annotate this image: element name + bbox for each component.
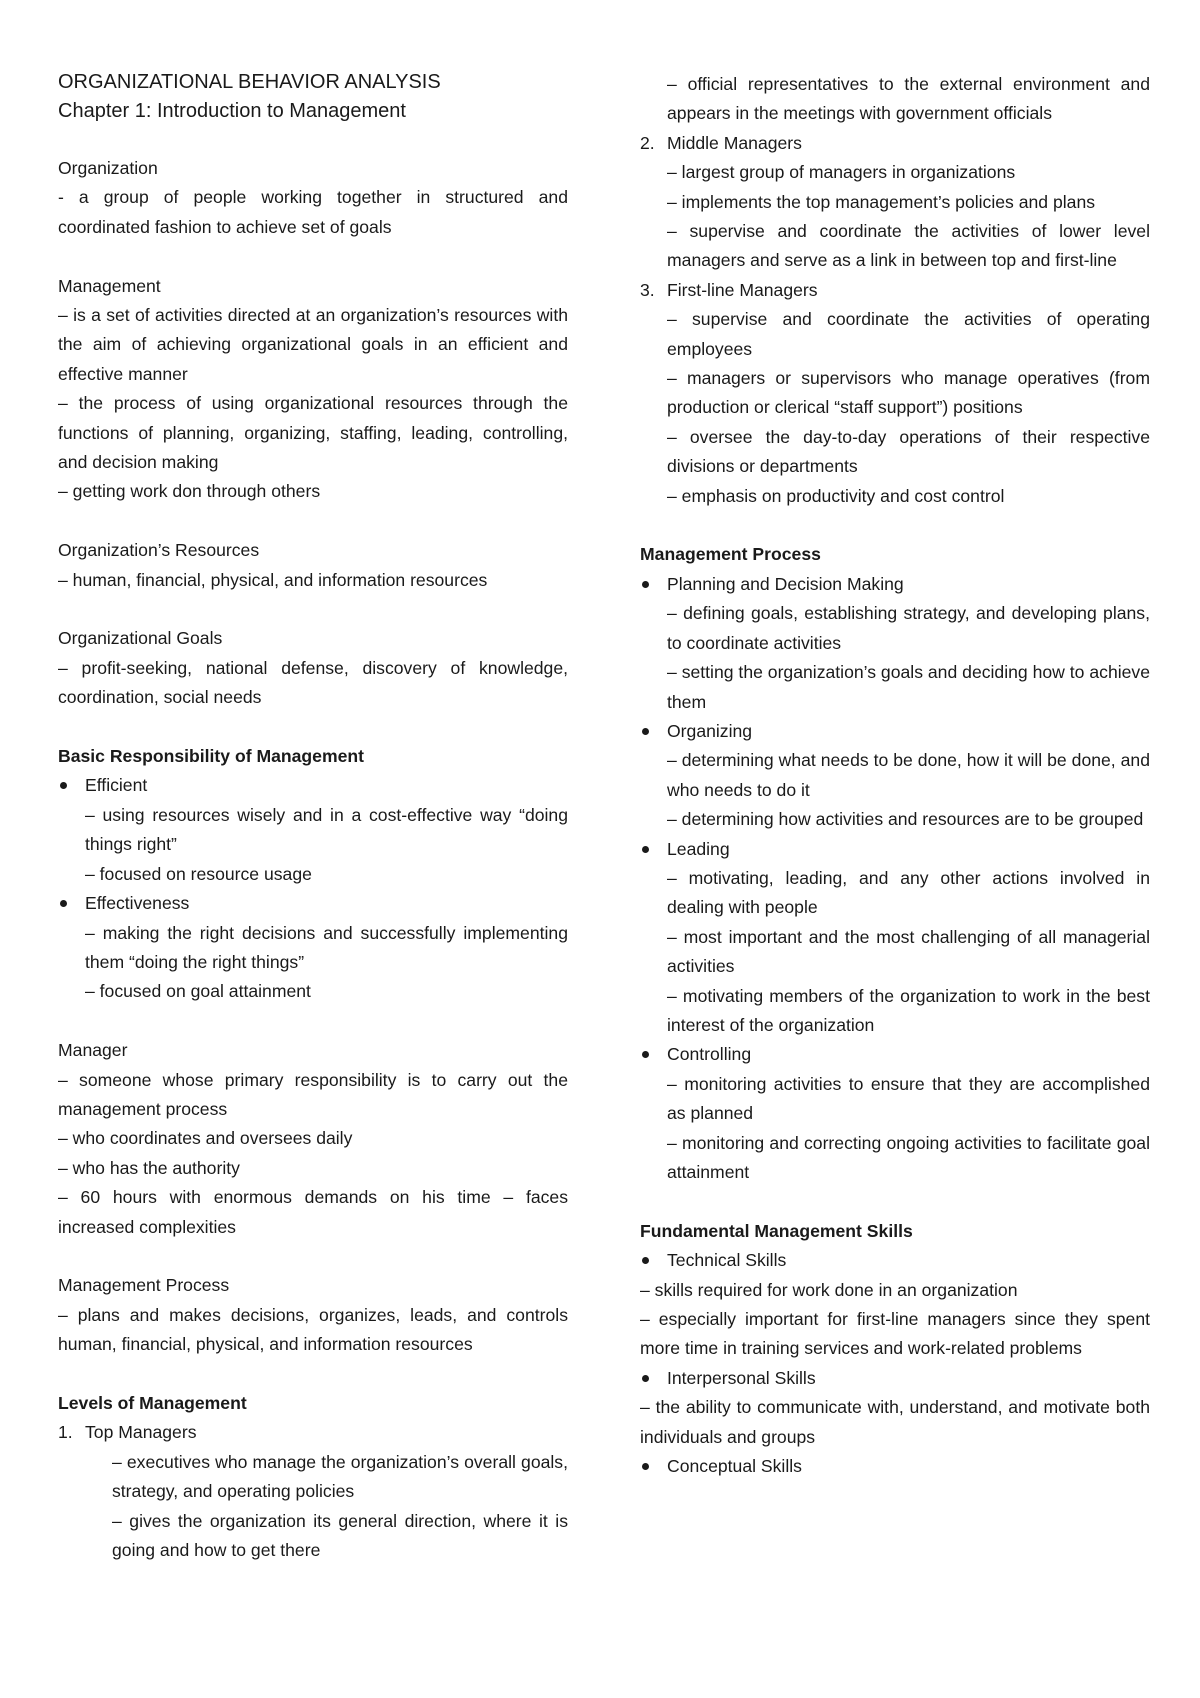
list-item-label: Planning and Decision Making <box>667 573 904 594</box>
bullet-icon <box>642 1375 649 1382</box>
goals-heading: Organizational Goals <box>58 628 223 649</box>
list-item-label: Effectiveness <box>85 893 190 914</box>
list-item-line: – making the right decisions and successfully implementing them “doing the right things” <box>85 922 568 972</box>
list-item-line: – emphasis on productivity and cost control <box>667 485 1005 506</box>
management-heading: Management <box>58 275 161 296</box>
skills-line: – the ability to communicate with, understand, and motivate both individuals and groups <box>640 1397 1150 1447</box>
list-item <box>640 1452 1150 1481</box>
list-number: 1. <box>58 1422 73 1443</box>
manager-line: – 60 hours with enormous demands on his time – faces increased complexities <box>58 1187 568 1237</box>
list-item-label: Organizing <box>667 720 753 741</box>
organization-heading: Organization <box>58 158 158 178</box>
management-line: – is a set of activities directed at an organization’s resources with the aim of achieving organizational goals in an efficient and effective manner <box>58 305 568 384</box>
list-item-line: – largest group of managers in organizations <box>667 162 1016 183</box>
bullet-icon <box>642 1463 649 1470</box>
list-item <box>640 570 1150 717</box>
list-item-line: – setting the organization’s goals and deciding how to achieve them <box>667 662 1150 712</box>
document-title: ORGANIZATIONAL BEHAVIOR ANALYSIS <box>58 71 441 93</box>
list-item <box>58 771 568 889</box>
list-item <box>640 1040 1150 1187</box>
bullet-icon <box>642 1257 649 1264</box>
list-item <box>640 276 1150 511</box>
list-item-line: – implements the top management’s policies and plans <box>667 191 1096 212</box>
management-line: – the process of using organizational resources through the functions of planning, organizing, staffing, leading, controlling, and decision making <box>58 393 568 473</box>
manager-heading: Manager <box>58 1040 128 1061</box>
bullet-icon <box>642 1051 649 1058</box>
list-item-line: – gives the organization its general direction, where it is going and how to get there <box>112 1510 568 1560</box>
list-item-line: – focused on resource usage <box>85 863 312 884</box>
list-item-line: – defining goals, establishing strategy, and developing plans, to coordinate activities <box>667 603 1150 653</box>
list-item-line: – determining how activities and resources are to be grouped <box>667 809 1144 830</box>
list-item-line: – monitoring and correcting ongoing activities to facilitate goal attainment <box>667 1132 1150 1183</box>
bullet-icon <box>60 782 67 789</box>
left-column <box>58 68 568 1565</box>
list-item-label: Technical Skills <box>667 1250 787 1271</box>
bullet-icon <box>642 581 649 588</box>
list-item-line: – supervise and coordinate the activities of operating employees <box>667 309 1150 359</box>
list-item-line: – focused on goal attainment <box>85 981 311 1002</box>
list-item-label: Controlling <box>667 1044 752 1065</box>
list-number: 2. <box>640 132 655 153</box>
list-item-label: Efficient <box>85 775 148 796</box>
list-item-line: – oversee the day-to-day operations of their respective divisions or departments <box>667 426 1150 477</box>
top-managers-continued: – official representatives to the external environment and appears in the meetings with government officials <box>667 74 1150 124</box>
list-item-line: – managers or supervisors who manage operatives (from production or clerical “staff support”) positions <box>667 368 1150 418</box>
goals-line: – profit-seeking, national defense, discovery of knowledge, coordination, social needs <box>58 657 568 708</box>
skills-heading: Fundamental Management Skills <box>640 1220 913 1241</box>
list-item-line: – executives who manage the organization’s overall goals, strategy, and operating policies <box>112 1451 568 1502</box>
organization-definition: - a group of people working together in structured and coordinated fashion to achieve set of goals <box>58 187 568 237</box>
chapter-title: Chapter 1: Introduction to Management <box>58 100 406 122</box>
levels-heading: Levels of Management <box>58 1392 247 1413</box>
bullet-icon <box>642 846 649 853</box>
list-item <box>58 1418 568 1565</box>
list-item-label: Top Managers <box>85 1422 197 1443</box>
bullet-icon <box>642 728 649 735</box>
manager-line: – who coordinates and oversees daily <box>58 1128 353 1149</box>
list-item <box>640 1364 1150 1393</box>
list-item-line: – monitoring activities to ensure that they are accomplished as planned <box>667 1073 1150 1124</box>
list-item-label: Middle Managers <box>667 132 802 153</box>
management-line: – getting work don through others <box>58 481 321 502</box>
list-item-line: – determining what needs to be done, how it will be done, and who needs to do it <box>667 750 1150 800</box>
manager-line: – someone whose primary responsibility is to carry out the management process <box>58 1069 568 1119</box>
right-column <box>640 70 1150 1481</box>
list-item-label: First-line Managers <box>667 279 818 300</box>
list-item-label: Leading <box>667 838 730 859</box>
management-process-heading: Management Process <box>640 544 821 565</box>
skills-line: – especially important for first-line managers since they spent more time in training services and work-related problems <box>640 1309 1150 1359</box>
manager-line: – who has the authority <box>58 1157 240 1178</box>
process-line: – plans and makes decisions, organizes, leads, and controls human, financial, physical, and information resources <box>58 1304 568 1355</box>
list-item <box>640 717 1150 835</box>
list-item-line: – supervise and coordinate the activities of lower level managers and serve as a link in between top and first-line <box>667 221 1150 271</box>
list-item <box>640 835 1150 1041</box>
list-item-line: – motivating, leading, and any other actions involved in dealing with people <box>667 867 1150 918</box>
resources-heading: Organization’s Resources <box>58 540 260 561</box>
resources-line: – human, financial, physical, and information resources <box>58 569 488 590</box>
list-item-label: Conceptual Skills <box>667 1456 802 1477</box>
list-item-label: Interpersonal Skills <box>667 1367 816 1388</box>
bullet-icon <box>60 900 67 907</box>
list-item-line: – motivating members of the organization to work in the best interest of the organization <box>667 985 1150 1035</box>
list-item <box>640 129 1150 276</box>
list-item-line: – most important and the most challenging of all managerial activities <box>667 926 1150 977</box>
list-number: 3. <box>640 279 655 300</box>
process-heading: Management Process <box>58 1275 230 1296</box>
list-item <box>58 889 568 1007</box>
list-item <box>640 1246 1150 1275</box>
responsibility-heading: Basic Responsibility of Management <box>58 746 365 767</box>
skills-line: – skills required for work done in an organization <box>640 1279 1018 1300</box>
list-item-line: – using resources wisely and in a cost-effective way “doing things right” <box>85 804 568 855</box>
